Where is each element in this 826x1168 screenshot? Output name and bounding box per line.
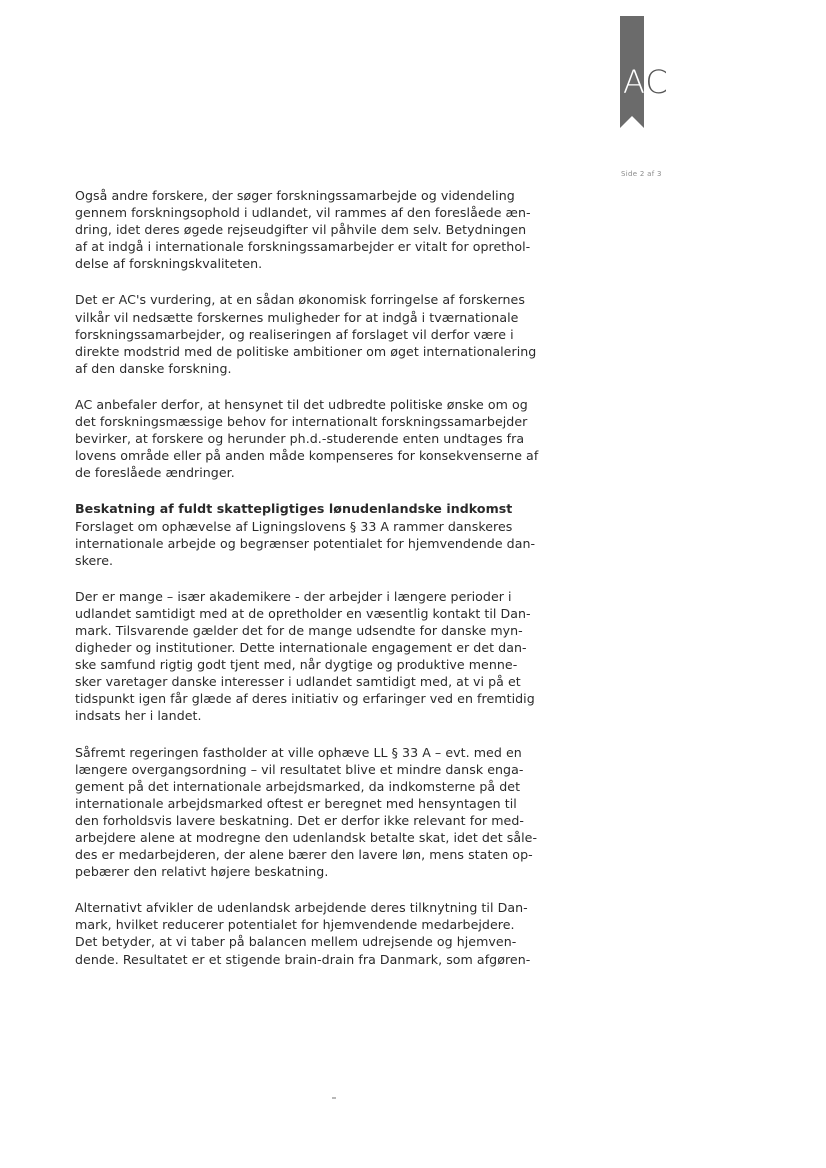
- text-line: Det er AC's vurdering, at en sådan økonomisk forringelse af forskernes: [75, 292, 525, 308]
- body-text: [75, 187, 595, 987]
- text-line: Det betyder, at vi taber på balancen mellem udrejsende og hjemven-: [75, 934, 517, 950]
- text-line: forskningssamarbejder, og realiseringen af forslaget vil derfor være i: [75, 326, 514, 342]
- text-line: Der er mange – især akademikere - der arbejder i længere perioder i: [75, 588, 512, 604]
- text-line: pebærer den relativt højere beskatning.: [75, 864, 329, 880]
- paragraph: [75, 396, 595, 481]
- paragraph: [75, 744, 595, 881]
- text-line: skere.: [75, 552, 114, 568]
- logo-letter-c: C: [645, 63, 669, 101]
- text-line: Såfremt regeringen fastholder at ville ophæve LL § 33 A – evt. med en: [75, 744, 522, 760]
- paragraph: [75, 588, 595, 725]
- paragraph: [75, 291, 595, 376]
- text-line: længere overgangsordning – vil resultatet blive et mindre dansk enga-: [75, 761, 524, 777]
- text-line: gement på det internationale arbejdsmarked, da indkomsterne på det: [75, 778, 521, 794]
- text-line: af at indgå i internationale forskningssamarbejder er vitalt for oprethol-: [75, 239, 531, 255]
- text-line: det forskningsmæssige behov for internationalt forskningssamarbejder: [75, 414, 528, 430]
- text-line: direkte modstrid med de politiske ambitioner om øget internationalering: [75, 343, 537, 359]
- text-line: vilkår vil nedsætte forskernes muligheder for at indgå i tværnationale: [75, 309, 519, 325]
- text-line: de foreslåede ændringer.: [75, 465, 235, 481]
- text-line: tidspunkt igen får glæde af deres initiativ og erfaringer ved en fremtidig: [75, 691, 535, 707]
- text-line: des er medarbejderen, der alene bærer den lavere løn, mens staten op-: [75, 847, 533, 863]
- text-line: Forslaget om ophævelse af Ligningslovens § 33 A rammer danskeres: [75, 518, 513, 534]
- scan-mark: [332, 1097, 336, 1099]
- paragraph: [75, 187, 595, 272]
- text-line: mark. Tilsvarende gælder det for de mange udsendte for danske myn-: [75, 622, 523, 638]
- text-line: mark, hvilket reducerer potentialet for hjemvendende medarbejdere.: [75, 917, 515, 933]
- text-line: dende. Resultatet er et stigende brain-drain fra Danmark, som afgøren-: [75, 951, 531, 967]
- text-line: internationale arbejdsmarked oftest er beregnet med hensyntagen til: [75, 795, 517, 811]
- text-line: internationale arbejde og begrænser potentialet for hjemvendende dan-: [75, 535, 536, 551]
- text-line: sker varetager danske interesser i udlandet samtidigt med, at vi på et: [75, 674, 521, 690]
- text-line: delse af forskningskvaliteten.: [75, 256, 263, 272]
- text-line: digheder og institutioner. Dette internationale engagement er det dan-: [75, 640, 527, 656]
- text-line: indsats her i landet.: [75, 708, 202, 724]
- text-line: lovens område eller på anden måde kompenseres for konsekvenserne af: [75, 448, 539, 464]
- text-line: Også andre forskere, der søger forskningssamarbejde og videndeling: [75, 188, 515, 203]
- page-number: Side 2 af 3: [621, 170, 662, 178]
- text-line: den forholdsvis lavere beskatning. Det er derfor ikke relevant for med-: [75, 812, 524, 828]
- text-line: Alternativt afvikler de udenlandsk arbejdende deres tilknytning til Dan-: [75, 900, 528, 916]
- ac-logo: [623, 63, 669, 101]
- text-line: AC anbefaler derfor, at hensynet til det udbredte politiske ønske om og: [75, 396, 528, 412]
- text-line: gennem forskningsophold i udlandet, vil rammes af den foreslåede æn-: [75, 205, 531, 221]
- text-line: dring, idet deres øgede rejseudgifter vil påhvile dem selv. Betydningen: [75, 222, 527, 238]
- section-heading: Beskatning af fuldt skattepligtiges lønudenlandske indkomst: [75, 501, 513, 517]
- text-line: arbejdere alene at modregne den udenlandsk betalte skat, idet det såle-: [75, 830, 538, 845]
- paragraph: [75, 500, 595, 568]
- text-line: af den danske forskning.: [75, 360, 232, 376]
- text-line: udlandet samtidigt med at de opretholder en væsentlig kontakt til Dan-: [75, 605, 531, 621]
- text-line: ske samfund rigtig godt tjent med, når dygtige og produktive menne-: [75, 657, 518, 673]
- logo-letter-a: A: [623, 63, 646, 101]
- paragraph: [75, 899, 595, 967]
- text-line: bevirker, at forskere og herunder ph.d.-studerende enten undtages fra: [75, 431, 525, 447]
